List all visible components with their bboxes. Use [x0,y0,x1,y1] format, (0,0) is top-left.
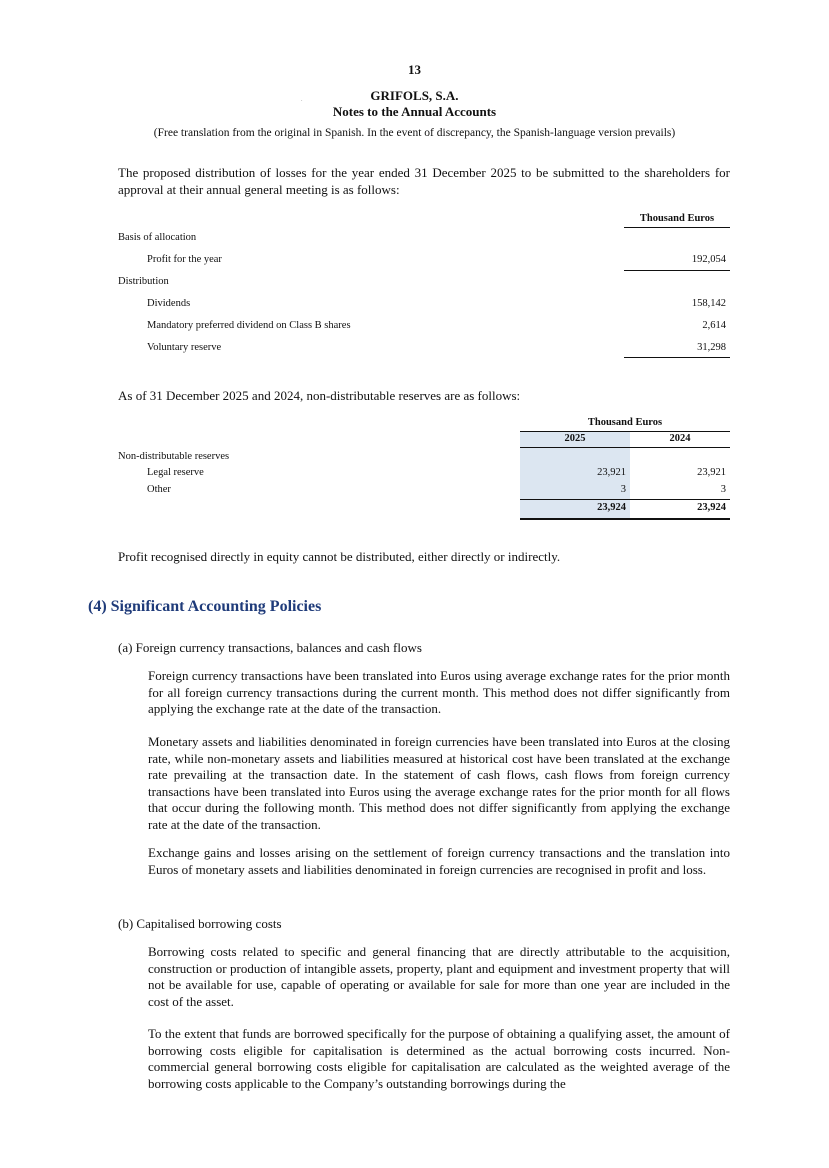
profit-value: 192,054 [691,254,726,265]
subsection-b-paragraph-1: Borrowing costs related to specific and general financing that are directly attributable to the acquisition, construction or production of intangible assets, property, plant and equipment and investment property that will not be available for use, capable of operating or available for sale for more than one year are included in the cost of the asset. [148,944,730,1009]
company-name: GRIFOLS, S.A. [370,88,459,103]
subsection-b-title: (b) Capitalised borrowing costs [118,916,282,931]
equity-paragraph: Profit recognised directly in equity cannot be distributed, either directly or indirectly. [118,549,561,564]
reserves-column-header: Thousand Euros [587,417,663,428]
table-row-label: Mandatory preferred dividend on Class B shares [147,320,351,331]
table-row-label: Dividends [147,298,191,309]
table-row-current: 23,921 [597,467,626,478]
table-row-value: 31,298 [697,342,726,353]
distribution-column-header: Thousand Euros [639,213,715,224]
document-subtitle: Notes to the Annual Accounts [332,104,497,119]
table-row-label: Legal reserve [147,467,204,478]
subsection-a-title: (a) Foreign currency transactions, balances and cash flows [118,640,422,655]
total-current: 23,924 [597,502,626,513]
table-row-prior: 23,921 [697,467,726,478]
table-row-prior: 3 [720,484,726,495]
subsection-a-paragraph-1: Foreign currency transactions have been translated into Euros using average exchange rates for the prior month for all foreign currency transactions during the current month. This method does not differ significantly from applying the exchange rate at the date of the transaction. [148,668,730,716]
reserves-group-label: Non-distributable reserves [118,451,230,462]
distribution-label: Distribution [118,276,169,287]
year-prior: 2024 [669,433,691,444]
basis-label: Basis of allocation [118,232,197,243]
subsection-a-paragraph-2: Monetary assets and liabilities denominated in foreign currencies have been translated into Euros at the closing rate, while non-monetary assets and liabilities measured at historical cost have been translated at the exchange rate prevailing at the transaction date. In the statement of cash flows, cash flows from foreign currency transactions have been translated into Euros using the average exchange rates for the prior month for all flows that occur during the following month. This method does not differ significantly from applying the exchange rate at the date of the transaction. [148,734,730,832]
table-row-value: 2,614 [702,320,726,331]
table-row-label: Voluntary reserve [147,342,222,353]
year-current: 2025 [564,433,586,444]
subsection-b-paragraph-2: To the extent that funds are borrowed specifically for the purpose of obtaining a qualifying asset, the amount of borrowing costs eligible for capitalisation is determined as the actual borrowing costs incurred. Non-commercial general borrowing costs eligible for capitalisation are calculated as the weighted average of the borrowing costs applicable to the Company’s outstanding borrowings during the [148,1026,730,1091]
profit-label: Profit for the year [147,254,222,265]
table-row-current: 3 [620,484,626,495]
translation-note: (Free translation from the original in Spanish. In the event of discrepancy, the Spanish-language version prevails) [153,127,676,139]
reserves-paragraph: As of 31 December 2025 and 2024, non-distributable reserves are as follows: [118,388,521,403]
page-number: 13 [408,62,421,77]
total-prior: 23,924 [697,502,726,513]
stray-dot: . [301,97,303,103]
subsection-a-paragraph-3: Exchange gains and losses arising on the settlement of foreign currency transactions and the translation into Euros of monetary assets and liabilities denominated in foreign currencies are recognised in profit and loss. [148,845,730,877]
intro-paragraph: The proposed distribution of losses for the year ended 31 December 2025 to be submitted to the shareholders for approval at their annual general meeting is as follows: [118,165,730,197]
table-row-label: Other [147,484,171,495]
section-title: (4) Significant Accounting Policies [88,598,322,615]
table-row-value: 158,142 [691,298,726,309]
